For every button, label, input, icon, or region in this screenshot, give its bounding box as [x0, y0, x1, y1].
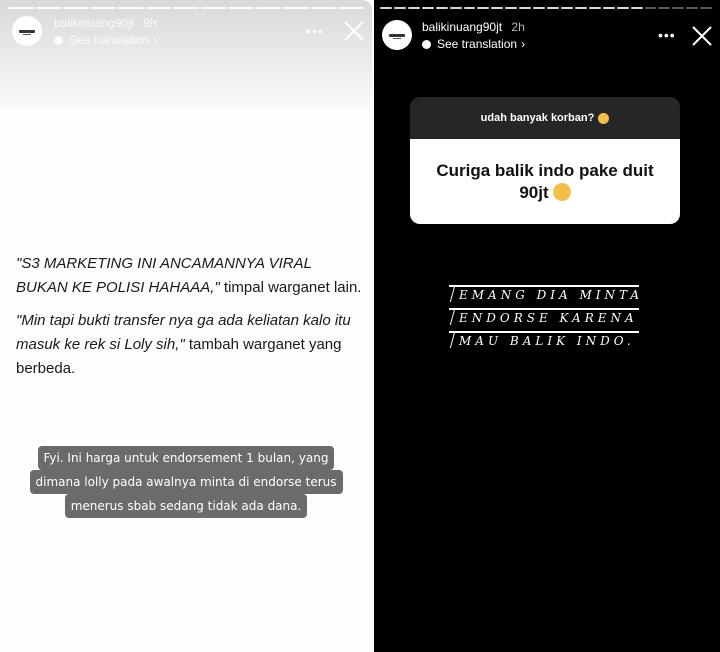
progress-segment	[63, 7, 89, 9]
chevron-right-icon: ›	[521, 37, 526, 51]
post-time: 2h	[511, 20, 525, 34]
progress-segment	[338, 7, 364, 9]
story-header	[0, 16, 372, 56]
typewriter-line: EMANG DIA MINTA	[449, 288, 643, 302]
progress-segment	[645, 7, 657, 9]
progress-segment	[672, 7, 684, 9]
progress-segment	[533, 7, 545, 9]
progress-segment	[436, 7, 448, 9]
progress-segment	[589, 7, 601, 9]
progress-segment	[575, 7, 587, 9]
article-paragraph	[16, 309, 366, 381]
quote-text: "S3 MARKETING INI ANCAMANNYA VIRAL BUKAN KE POLISI HAHAAA,"	[16, 255, 312, 296]
story-progress-bar	[8, 7, 364, 9]
attribution-text: timpal warganet lain.	[219, 279, 362, 296]
caption-line: dimana lolly pada awalnya minta di endorse terus	[30, 470, 343, 494]
username[interactable]: balikinuang90jt	[422, 20, 503, 34]
see-translation-button[interactable]	[422, 37, 525, 51]
more-options-button[interactable]: •••	[306, 23, 324, 39]
progress-segment	[91, 7, 117, 9]
progress-segment	[617, 7, 629, 9]
quote-text: "Min tapi bukti transfer nya ga ada keliatan kalo itu masuk ke rek si Loly sih,"	[16, 312, 351, 353]
avatar-logo-icon	[19, 30, 35, 33]
article-excerpt	[16, 252, 366, 390]
progress-segment	[394, 7, 406, 9]
progress-segment	[547, 7, 559, 9]
username[interactable]: balikinuang90jt	[54, 16, 135, 30]
typewriter-line: ENDORSE KARENA	[449, 311, 643, 325]
progress-segment	[256, 7, 282, 9]
story-panel-right	[374, 0, 720, 652]
progress-segment	[477, 7, 489, 9]
avatar-logo-icon	[389, 34, 405, 37]
progress-segment	[505, 7, 517, 9]
user-block	[54, 16, 157, 47]
progress-segment	[464, 7, 476, 9]
answer-text: Curiga balik indo pake duit 90jt	[436, 160, 654, 202]
avatar[interactable]	[382, 20, 412, 50]
progress-segment	[118, 7, 144, 9]
story-progress-bar	[380, 7, 712, 9]
user-block	[422, 20, 525, 51]
question-answer	[410, 139, 680, 224]
progress-segment	[201, 7, 227, 9]
story-caption	[0, 446, 372, 518]
see-translation-button[interactable]	[54, 33, 157, 47]
translate-bubble-icon	[422, 40, 431, 49]
see-translation-label: See translation	[437, 37, 518, 51]
progress-segment	[228, 7, 254, 9]
attribution-text: tambah warganet yang berbeda.	[16, 336, 342, 377]
progress-segment	[311, 7, 337, 9]
progress-segment	[519, 7, 531, 9]
face-holding-back-tears-icon	[598, 113, 609, 124]
typewriter-text-block	[449, 288, 643, 357]
progress-segment	[422, 7, 434, 9]
progress-segment	[700, 7, 712, 9]
caption-line: menerus sbab sedang tidak ada dana.	[65, 494, 308, 518]
translate-bubble-icon	[54, 36, 63, 45]
progress-segment	[380, 7, 392, 9]
post-time: 9h	[143, 16, 157, 30]
progress-segment	[686, 7, 698, 9]
progress-segment	[491, 7, 503, 9]
question-header	[410, 97, 680, 139]
question-sticker	[410, 97, 680, 224]
progress-segment	[631, 7, 643, 9]
progress-segment	[283, 7, 309, 9]
avatar[interactable]	[12, 16, 42, 46]
chevron-right-icon: ›	[153, 33, 158, 47]
progress-segment	[173, 7, 199, 9]
progress-segment	[450, 7, 462, 9]
see-translation-label: See translation	[69, 33, 150, 47]
progress-segment	[36, 7, 62, 9]
typewriter-line: MAU BALIK INDO.	[449, 334, 643, 348]
close-icon[interactable]	[691, 25, 713, 47]
story-header	[374, 16, 720, 56]
question-text: udah banyak korban?	[480, 112, 595, 124]
progress-segment	[561, 7, 573, 9]
article-paragraph	[16, 252, 366, 300]
more-options-button[interactable]: •••	[658, 27, 676, 43]
face-with-hand-over-mouth-icon	[553, 183, 571, 201]
progress-segment	[146, 7, 172, 9]
progress-segment	[603, 7, 615, 9]
progress-segment	[408, 7, 420, 9]
caption-line: Fyi. Ini harga untuk endorsement 1 bulan, yang	[38, 446, 335, 470]
close-icon[interactable]	[343, 20, 365, 42]
progress-segment	[658, 7, 670, 9]
progress-segment	[8, 7, 34, 9]
